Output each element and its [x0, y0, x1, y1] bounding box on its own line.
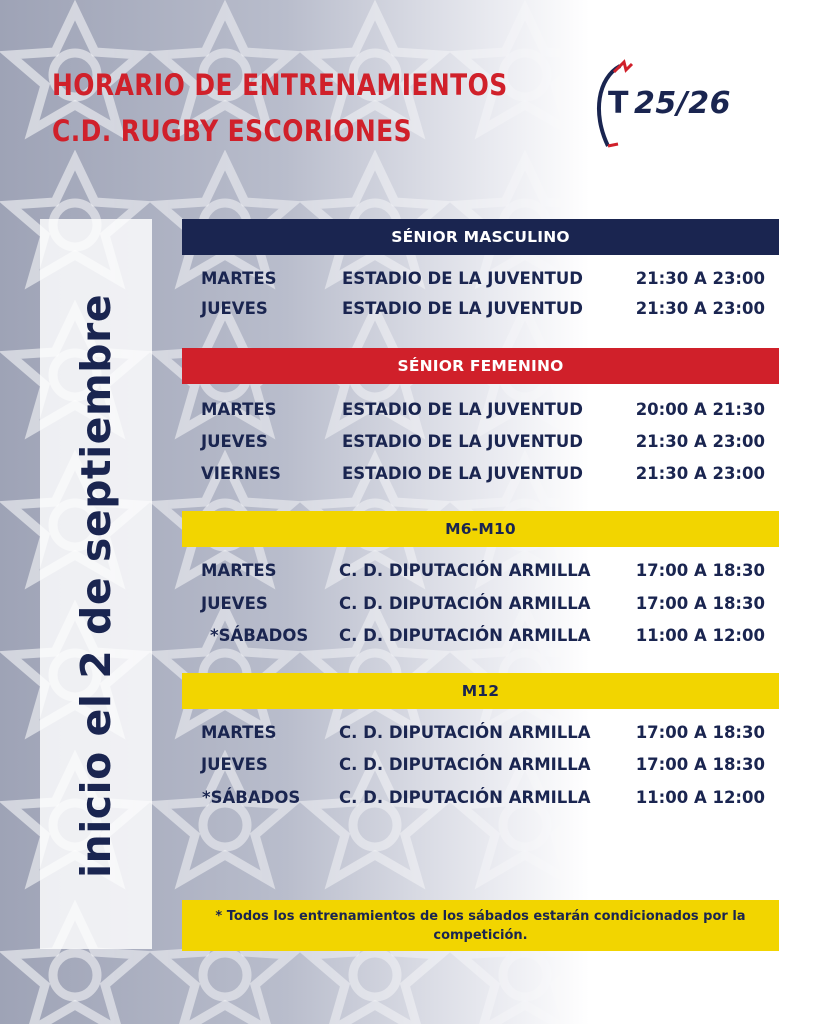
row-venue: ESTADIO DE LA JUVENTUD: [342, 464, 583, 483]
row-time: 21:30 A 23:00: [635, 269, 765, 288]
row-day: MARTES: [201, 269, 277, 288]
section-header-m12: M12: [182, 673, 779, 709]
schedule-row: [182, 396, 779, 424]
row-venue: C. D. DIPUTACIÓN ARMILLA: [339, 561, 591, 580]
row-time: 11:00 A 12:00: [635, 626, 765, 645]
schedule-row: [182, 751, 779, 779]
row-day: JUEVES: [201, 755, 268, 774]
row-day: JUEVES: [201, 594, 268, 613]
row-day: MARTES: [201, 400, 277, 419]
row-time: 21:30 A 23:00: [635, 432, 765, 451]
row-venue: ESTADIO DE LA JUVENTUD: [342, 400, 583, 419]
row-time: 17:00 A 18:30: [635, 561, 765, 580]
page-title: [52, 62, 508, 154]
section-header-senior-femenino: SÉNIOR FEMENINO: [182, 348, 779, 384]
row-time: 21:30 A 23:00: [635, 464, 765, 483]
section-header-m6-m10: M6-M10: [182, 511, 779, 547]
logo-letter: T: [608, 86, 629, 121]
schedule-row: [182, 460, 779, 488]
row-time: 21:30 A 23:00: [635, 299, 765, 318]
row-time: 17:00 A 18:30: [635, 723, 765, 742]
schedule-row: [182, 295, 779, 323]
schedule-row: [182, 428, 779, 456]
schedule-row: [182, 590, 779, 618]
row-time: 17:00 A 18:30: [635, 594, 765, 613]
schedule-row: [182, 719, 779, 747]
row-venue: C. D. DIPUTACIÓN ARMILLA: [339, 755, 591, 774]
start-date-label: inicio el 2 de septiembre: [72, 293, 120, 879]
row-time: 20:00 A 21:30: [635, 400, 765, 419]
title-line-1: HORARIO DE ENTRENAMIENTOS: [52, 68, 508, 102]
row-venue: ESTADIO DE LA JUVENTUD: [342, 299, 583, 318]
row-day: JUEVES: [201, 432, 268, 451]
row-venue: ESTADIO DE LA JUVENTUD: [342, 269, 583, 288]
row-venue: C. D. DIPUTACIÓN ARMILLA: [339, 594, 591, 613]
row-venue: C. D. DIPUTACIÓN ARMILLA: [339, 788, 591, 807]
schedule-row: [182, 265, 779, 293]
logo-season: 25/26: [634, 86, 731, 121]
season-logo: [590, 58, 750, 158]
schedule-row: [182, 557, 779, 585]
schedule-row: [182, 784, 779, 812]
row-day: *SÁBADOS: [210, 626, 309, 645]
section-header-senior-masculino: SÉNIOR MASCULINO: [182, 219, 779, 255]
row-time: 17:00 A 18:30: [635, 755, 765, 774]
row-day: JUEVES: [201, 299, 268, 318]
row-day: VIERNES: [201, 464, 281, 483]
row-time: 11:00 A 12:00: [635, 788, 765, 807]
row-day: *SÁBADOS: [202, 788, 301, 807]
row-day: MARTES: [201, 723, 277, 742]
row-day: MARTES: [201, 561, 277, 580]
title-line-2: C.D. RUGBY ESCORIONES: [52, 114, 413, 148]
row-venue: ESTADIO DE LA JUVENTUD: [342, 432, 583, 451]
row-venue: C. D. DIPUTACIÓN ARMILLA: [339, 723, 591, 742]
saturday-note-text: * Todos los entrenamientos de los sábados estarán condicionados por la competición.: [215, 908, 746, 943]
row-venue: C. D. DIPUTACIÓN ARMILLA: [339, 626, 591, 645]
schedule-row: [182, 622, 779, 650]
saturday-note: [182, 900, 779, 951]
